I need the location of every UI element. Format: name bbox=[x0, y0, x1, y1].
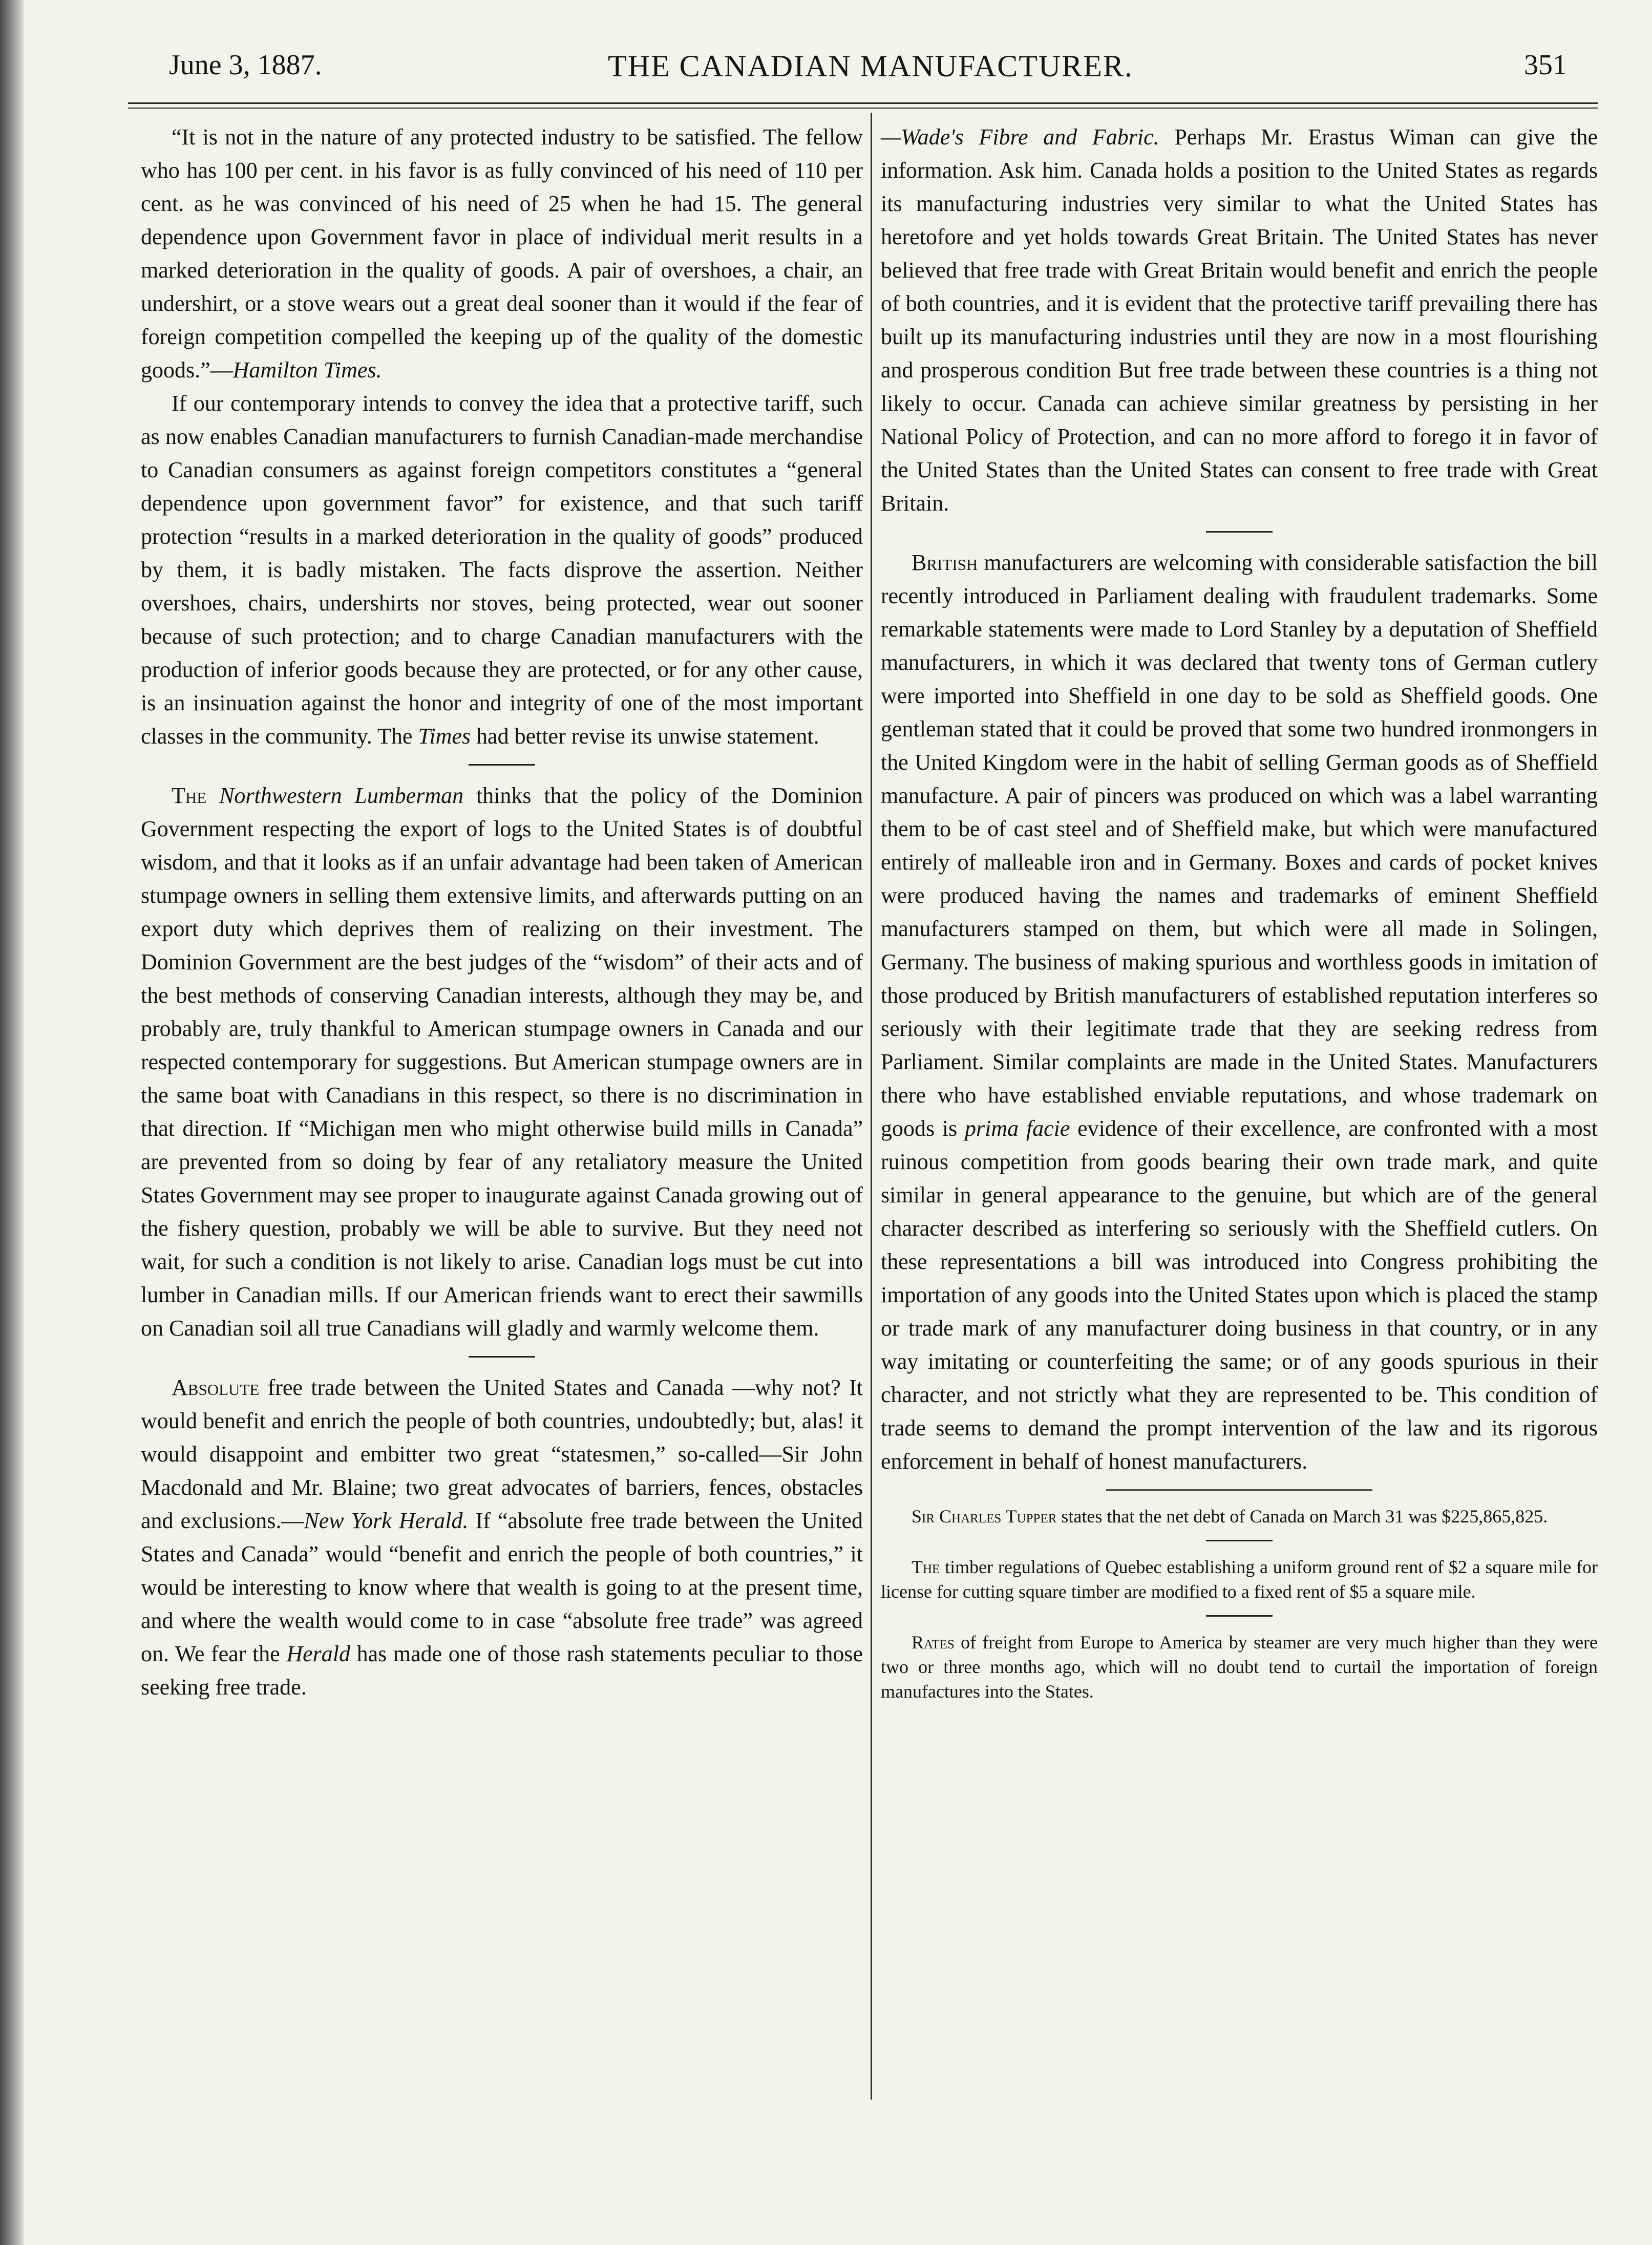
article-hamilton-quote bbox=[141, 120, 863, 387]
right-column bbox=[881, 120, 1598, 1704]
note-debt-text: states that the net debt of Canada on March 31 was $225,865,825. bbox=[1061, 1506, 1548, 1527]
header-rule-thin bbox=[128, 108, 1598, 109]
paper-name: Northwestern Lumberman bbox=[219, 783, 464, 808]
herald-source: New York Herald. bbox=[304, 1508, 469, 1533]
free-trade-text: free trade between the United States and Canada —why not? It would benefit and enrich the people of both countries, undoubtedly; but, alas! it would disappoint and embitter two great “statesmen,” so-called—Sir John Macdonald and Mr. Blaine; two great advocates of barriers, fences, obstacles and exclusions.— bbox=[141, 1375, 863, 1533]
prima-facie: prima facie bbox=[964, 1116, 1070, 1141]
lead-word: Absolute bbox=[172, 1375, 260, 1400]
article-trademarks bbox=[881, 546, 1598, 1478]
article-lumberman bbox=[141, 779, 863, 1345]
header-date: June 3, 1887. bbox=[169, 49, 322, 81]
short-notes bbox=[881, 1504, 1598, 1704]
page-number: 351 bbox=[1524, 49, 1567, 81]
article-reply bbox=[141, 387, 863, 753]
lumberman-text: thinks that the policy of the Dominion Government respecting the export of logs to the United States is of doubtful wisdom, and that it looks as if an unfair advantage had been taken of American stumpage owners in selling them extensive limits, and afterwards putting on an export duty which deprives them of realizing on their investment. The Dominion Government are the best judges of the “wisdom” of their acts and of the best methods of conserving Canadian interests, although they may be, and probably are, truly thankful to American stumpage owners in Canada and our respected contemporary for suggestions. But American stumpage owners are in the same boat with Canadians in this respect, so there is no discrimination in that direction. If “Michigan men who might otherwise build mills in Canada” are prevented from so doing by fear of any retaliatory measure the United States Government may see proper to inaugurate against Canada growing out of the fishery question, probably we will be able to survive. But they need not wait, for such a condition is not likely to arise. Canadian logs must be cut into lumber in Canadian mills. If our American friends want to erect their sawmills on Canadian soil all true Canadians will gladly and warmly welcome them. bbox=[141, 783, 863, 1341]
column-divider bbox=[871, 113, 872, 2100]
section-separator bbox=[1206, 1540, 1273, 1541]
masthead-title: THE CANADIAN MANUFACTURER. bbox=[608, 49, 1133, 83]
trademarks-text: manufacturers are welcoming with considerable satisfaction the bill recently introduced in Parliament dealing with fraudulent trademarks. Some remarkable statements were made to Lord Stanley by a deputation of Sheffield manufacturers, in which it was declared that twenty tons of German cutlery were imported into Sheffield in one day to be sold as Sheffield goods. One gentleman stated that it could be proved that some two hundred ironmongers in the United Kingdom were in the habit of selling German goods as of Sheffield manufacture. A pair of pincers was produced on which was a label warranting them to be of cast steel and of Sheffield make, but which were manufactured entirely of malleable iron and in Germany. Boxes and cards of pocket knives were produced having the names and trademarks of eminent Sheffield manufacturers stamped on them, but which were all made in Solingen, Germany. The business of making spurious and worthless goods in imitation of those produced by British manufacturers of established reputation interferes so seriously with their legitimate trade that they are seeking redress from Parliament. Similar complaints are made in the United States. Manufacturers there who have established enviable reputations, and whose trademark on goods is bbox=[881, 550, 1598, 1141]
note-timber bbox=[881, 1555, 1598, 1604]
note-timber-text: timber regulations of Quebec establishing a uniform ground rent of $2 a square mile for license for cutting square timber are modified to a fixed rent of $5 a square mile. bbox=[881, 1557, 1598, 1602]
lead-word: Rates bbox=[912, 1632, 955, 1653]
header-rule bbox=[128, 102, 1598, 104]
quote-text: “It is not in the nature of any protected industry to be satisfied. The fellow who has 100 per cent. in his favor is as fully convinced of his need of 110 per cent. as he was convinced of his need of 25 when he had 15. The general dependence upon Government favor in place of individual merit results in a marked deterioration in the quality of goods. A pair of overshoes, a chair, an undershirt, or a stove wears out a great deal sooner than it would if the fear of foreign competition compelled the keeping up of the quality of the domestic goods.”— bbox=[141, 124, 863, 383]
lead-word: The bbox=[912, 1557, 940, 1577]
reply-end: had better revise its unwise statement. bbox=[476, 724, 819, 749]
lead-word: British bbox=[912, 550, 978, 575]
quote-source: Hamilton Times. bbox=[232, 357, 382, 383]
lead-word: Sir Charles Tupper bbox=[912, 1506, 1057, 1527]
wiman-text: Perhaps Mr. Erastus Wiman can give the information. Ask him. Canada holds a position to the United States as regards its manufacturing industries very similar to what the United States has heretofore and yet holds towards Great Britain. The United States has never believed that free trade with Great Britain would benefit and enrich the people of both countries, and it is evident that the protective tariff prevailing there has built up its manufacturing industries until they are now in a most flourishing and prosperous condition But free trade between these countries is a thing not likely to occur. Canada can achieve similar greatness by persisting in her National Policy of Protection, and can no more afford to forego it in favor of the United States than the United States can consent to free trade with Great Britain. bbox=[881, 124, 1598, 516]
section-separator-double bbox=[1106, 1489, 1372, 1491]
lead-word: The bbox=[172, 783, 207, 808]
note-freight bbox=[881, 1630, 1598, 1704]
trademarks-end: evidence of their excellence, are confronted with a most ruinous competition from goods bearing their own trade mark, and quite similar in general appearance to the genuine, but which are of the general character described as interfering so seriously with the Sheffield cutlers. On these representations a bill was introduced into Congress prohibiting the importation of any goods into the United States upon which is placed the stamp or trade mark of any manufacturer doing business in that country, or in any way imitating or counterfeiting the same; or of any goods spurious in their character, and not strictly what they are represented to be. This condition of trade seems to demand the prompt intervention of the law and its rigorous enforcement in behalf of honest manufacturers. bbox=[881, 1116, 1598, 1474]
section-separator bbox=[1206, 531, 1273, 533]
reply-text: If our contemporary intends to convey the idea that a protective tariff, such as now enables Canadian manufacturers to furnish Canadian-made merchandise to Canadian consumers as against foreign competitors constitutes a “general dependence upon government favor” for existence, and that such tariff protection “results in a marked deterioration in the quality of goods” produced by them, it is badly mistaken. The facts disprove the assertion. Neither overshoes, chairs, undershirts nor stoves, being protected, wear out sooner because of such protection; and to charge Canadian manufacturers with the production of inferior goods because they are protected, or for any other cause, is an insinuation against the honor and integrity of one of the most important classes in the community. The bbox=[141, 391, 863, 749]
wades-source: —Wade's Fibre and Fabric. bbox=[881, 124, 1159, 150]
article-wiman bbox=[881, 120, 1598, 520]
binding-shadow bbox=[0, 0, 24, 2245]
note-debt bbox=[881, 1504, 1598, 1529]
page-header bbox=[164, 49, 1577, 90]
herald-ref: Herald bbox=[286, 1641, 350, 1666]
left-column bbox=[141, 120, 863, 1704]
free-trade-end: has made one of those rash statements peculiar to those seeking free trade. bbox=[141, 1641, 863, 1700]
times-ref: Times bbox=[418, 724, 471, 749]
article-free-trade bbox=[141, 1371, 863, 1704]
note-freight-text: of freight from Europe to America by steamer are very much higher than they were two or three months ago, which will no doubt tend to curtail the importation of foreign manufactures into the States. bbox=[881, 1632, 1598, 1702]
section-separator bbox=[469, 764, 535, 766]
section-separator bbox=[469, 1356, 535, 1358]
section-separator bbox=[1206, 1615, 1273, 1617]
free-trade-cont: If “absolute free trade between the United States and Canada” would “benefit and enrich the people of both countries,” it would be interesting to know where that wealth is going to at the present time, and where the wealth would come to in case “absolute free trade” was agreed on. We fear the bbox=[141, 1508, 863, 1666]
